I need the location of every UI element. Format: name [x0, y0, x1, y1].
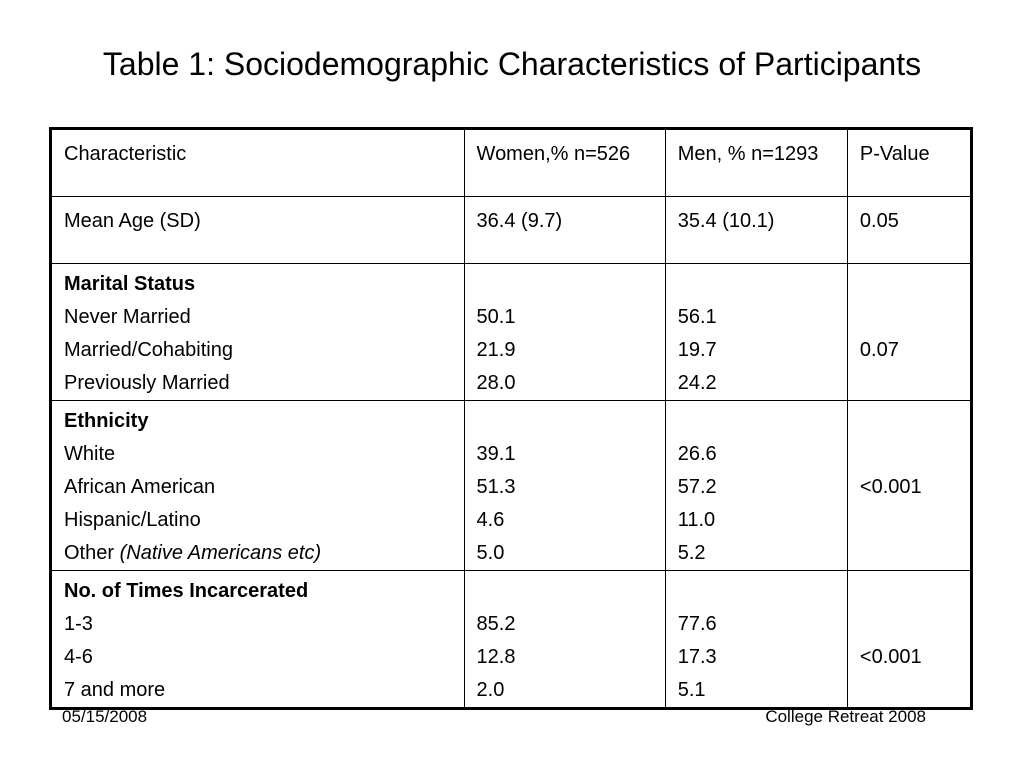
table-row-marital-status: [51, 264, 972, 401]
ethnicity-hispanic-label: Hispanic/Latino: [64, 509, 201, 531]
incarcerated-p-cell: [847, 571, 971, 709]
marital-never-women: 50.1: [476, 306, 516, 328]
incarcerated-1-3-women: 85.2: [476, 613, 516, 635]
ethnicity-african-american-women: 51.3: [476, 476, 516, 498]
table-row-mean-age: [51, 197, 972, 264]
ethnicity-white-men: 26.6: [677, 443, 717, 465]
ethnicity-other-note: (Native Americans etc): [119, 542, 322, 564]
incarcerated-1-3-men: 77.6: [677, 613, 717, 635]
ethnicity-hispanic-women: 4.6: [476, 509, 505, 531]
header-characteristic: Characteristic: [51, 129, 465, 197]
ethnicity-hispanic-men: 11.0: [677, 509, 716, 531]
ethnicity-white-women: 39.1: [476, 443, 516, 465]
incarcerated-7-more-label: 7 and more: [64, 679, 166, 701]
marital-never-men: 56.1: [677, 306, 717, 328]
marital-married-label: Married/Cohabiting: [64, 339, 233, 361]
incarcerated-4-6-men: 17.3: [677, 646, 717, 668]
ethnicity-other-women: 5.0: [476, 542, 505, 564]
table-header-row: [51, 129, 972, 197]
incarcerated-7-more-women: 2.0: [476, 679, 505, 701]
incarcerated-4-6-women: 12.8: [476, 646, 516, 668]
ethnicity-other-line: [64, 537, 452, 570]
footer-date: 05/15/2008: [62, 707, 148, 726]
ethnicity-other-label: Other: [64, 542, 115, 564]
ethnicity-other-men: 5.2: [677, 542, 706, 564]
marital-status-title: Marital Status: [64, 273, 196, 295]
mean-age-p: 0.05: [847, 197, 971, 264]
marital-married-women: 21.9: [476, 339, 516, 361]
table-row-incarcerated: [51, 571, 972, 709]
incarcerated-1-3-label: 1-3: [64, 613, 93, 635]
mean-age-label: Mean Age (SD): [51, 197, 465, 264]
ethnicity-labels-cell: [51, 401, 465, 571]
table-row-ethnicity: [51, 401, 972, 571]
ethnicity-women-cell: [464, 401, 665, 571]
marital-men-cell: [665, 264, 847, 401]
incarcerated-title: No. of Times Incarcerated: [64, 580, 309, 602]
incarcerated-labels-cell: [51, 571, 465, 709]
page-title: Table 1: Sociodemographic Characteristics of Participants: [102, 46, 922, 82]
header-women: Women,% n=526: [464, 129, 665, 197]
marital-previously-women: 28.0: [476, 372, 516, 394]
ethnicity-title: Ethnicity: [64, 410, 149, 432]
footer-event: College Retreat 2008: [765, 707, 926, 726]
incarcerated-women-cell: [464, 571, 665, 709]
header-p-value: P-Value: [847, 129, 971, 197]
incarcerated-4-6-label: 4-6: [64, 646, 93, 668]
ethnicity-african-american-men: 57.2: [677, 476, 717, 498]
mean-age-women: 36.4 (9.7): [464, 197, 665, 264]
marital-p-cell: [847, 264, 971, 401]
ethnicity-men-cell: [665, 401, 847, 571]
marital-labels-cell: [51, 264, 465, 401]
incarcerated-7-more-men: 5.1: [677, 679, 706, 701]
marital-women-cell: [464, 264, 665, 401]
characteristics-table: [49, 127, 973, 710]
marital-previously-label: Previously Married: [64, 372, 230, 394]
header-men: Men, % n=1293: [665, 129, 847, 197]
incarcerated-men-cell: [665, 571, 847, 709]
mean-age-men: 35.4 (10.1): [665, 197, 847, 264]
marital-p-value: 0.07: [859, 339, 899, 361]
marital-married-men: 19.7: [677, 339, 717, 361]
ethnicity-p-cell: [847, 401, 971, 571]
ethnicity-white-label: White: [64, 443, 116, 465]
ethnicity-p-value: <0.001: [859, 476, 922, 498]
incarcerated-p-value: <0.001: [859, 646, 922, 668]
marital-never-label: Never Married: [64, 306, 191, 328]
ethnicity-african-american-label: African American: [64, 476, 216, 498]
marital-previously-men: 24.2: [677, 372, 717, 394]
